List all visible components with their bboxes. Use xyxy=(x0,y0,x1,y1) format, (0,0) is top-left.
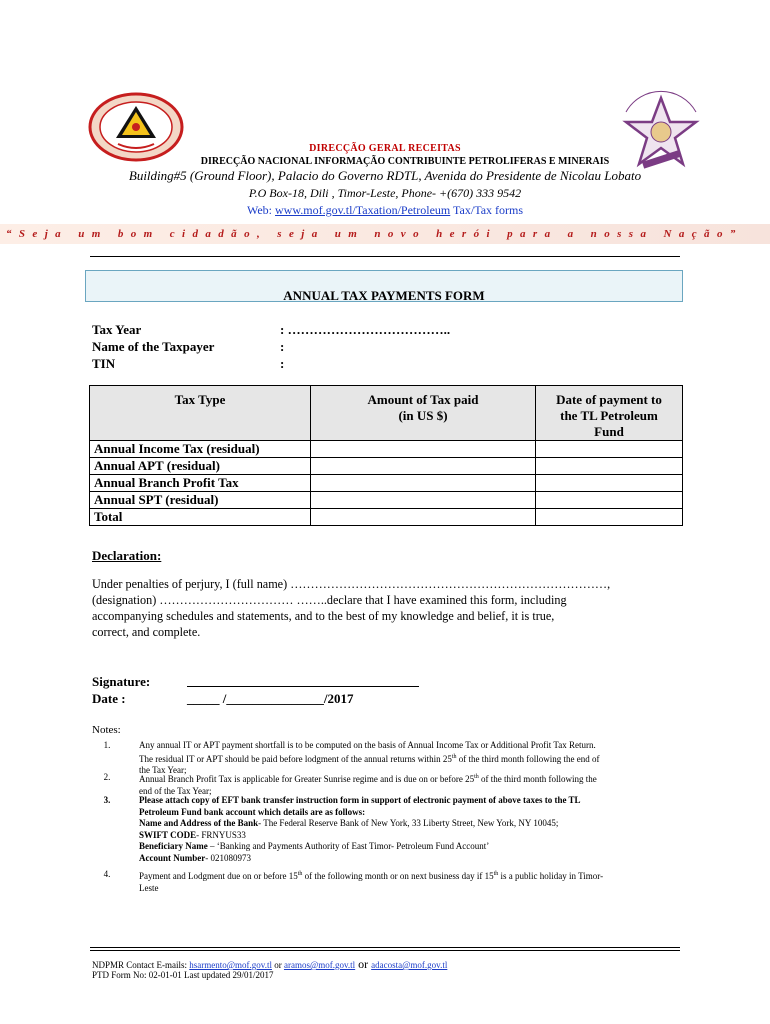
note-3: 3. Please attach copy of EFT bank transfer instruction form in support of electronic payment of above taxes to the TL Petroleum Fund bank account which details are as follows: Name and Address of the Bank- The Federal Reserve Bank of New York, 33 Liberty Street, New York, NY 10045; SWIFT CODE- FRNYUS33 Beneficiary Name – ‘Banking and Payments Authority of East Timor- Petroleum Fund Account’ Account Number- 021080973 xyxy=(103,795,581,863)
date-cell[interactable] xyxy=(536,509,683,526)
signature-line[interactable] xyxy=(187,686,419,687)
tin-field[interactable]: : xyxy=(280,356,285,371)
footer-divider xyxy=(90,947,680,951)
date-cell[interactable] xyxy=(536,458,683,475)
taxpayer-name-label: Name of the Taxpayer xyxy=(92,339,215,354)
date-cell[interactable] xyxy=(536,441,683,458)
declaration-text: Under penalties of perjury, I (full name) ……………………………………………………………………, (designation) …………………………… ……..declare that I have examined this form, including accompanying schedules and statements, and to the best of my knowledge and belief, it is true, correct, and complete. xyxy=(92,577,611,639)
row-label: Annual APT (residual) xyxy=(90,458,311,475)
note-1: 1. Any annual IT or APT payment shortfall is to be computed on the basis of Annual Income Tax or Additional Profit Tax Return. The residual IT or APT should be paid before lodgment of the annual returns within 25th of the third month following the end of the Tax Year; xyxy=(103,740,600,775)
tin-label: TIN xyxy=(92,356,116,371)
date-cell[interactable] xyxy=(536,475,683,492)
notes-heading: Notes: xyxy=(92,724,121,736)
table-header-row xyxy=(90,386,683,441)
table-row-total xyxy=(90,509,683,526)
amount-cell[interactable] xyxy=(311,509,536,526)
table-row xyxy=(90,475,683,492)
header-divider xyxy=(90,256,680,257)
form-number: PTD Form No: 02-01-01 Last updated 29/01/2017 xyxy=(92,970,274,980)
email-link-adacosta[interactable]: adacosta@mof.gov.tl xyxy=(371,960,448,970)
motto-banner: “Seja um bom cidadão, seja um novo herói para a nossa Nação” xyxy=(0,224,770,244)
email-link-aramos[interactable]: aramos@mof.gov.tl xyxy=(283,960,356,970)
web-line: Web: www.mof.gov.tl/Taxation/Petroleum Tax/Tax forms xyxy=(246,203,524,217)
directorate-title: DIRECÇÃO GERAL RECEITAS xyxy=(309,143,461,154)
row-label: Total xyxy=(90,509,311,526)
row-label: Annual Income Tax (residual) xyxy=(90,441,311,458)
note-2: 2. Annual Branch Profit Tax is applicable for Greater Sunrise regime and is due on or before 25th of the third month following the end of the Tax Year; xyxy=(103,772,597,796)
tax-payments-table xyxy=(89,385,683,526)
table-row xyxy=(90,492,683,509)
note-4: 4. Payment and Lodgment due on or before 15th of the following month or on next business day if 15th is a public holiday in Timor- Leste xyxy=(103,869,604,893)
amount-cell[interactable] xyxy=(311,458,536,475)
directorate-subtitle: DIRECÇÃO NACIONAL INFORMAÇÃO CONTRIBUINTE PETROLIFERAS E MINERAIS xyxy=(200,156,610,167)
address-line: Building#5 (Ground Floor), Palacio do Governo RDTL, Avenida do Presidente de Nicolau Lobato xyxy=(128,168,642,183)
email-link-hsarmento[interactable]: hsarmento@mof.gov.tl xyxy=(189,960,272,970)
signature-label: Signature: xyxy=(92,674,151,689)
header-amount: Amount of Tax paid (in US $) xyxy=(311,386,536,441)
table-row xyxy=(90,458,683,475)
table-row xyxy=(90,441,683,458)
web-link[interactable]: www.mof.gov.tl/Taxation/Petroleum xyxy=(275,203,451,217)
pobox-phone-line: P.O Box-18, Dili , Timor-Leste, Phone- +(670) 333 9542 xyxy=(248,186,522,200)
amount-cell[interactable] xyxy=(311,441,536,458)
tax-year-label: Tax Year xyxy=(92,322,142,337)
date-field[interactable]: _____ /_______________/2017 xyxy=(187,691,354,706)
row-label: Annual Branch Profit Tax xyxy=(90,475,311,492)
date-cell[interactable] xyxy=(536,492,683,509)
date-label: Date : xyxy=(92,691,126,706)
footer-contacts: NDPMR Contact E-mails: hsarmento@mof.gov.tl or aramos@mof.gov.tl or adacosta@mof.gov.tl xyxy=(92,957,448,971)
declaration-heading: Declaration: xyxy=(92,548,162,563)
amount-cell[interactable] xyxy=(311,492,536,509)
row-label: Annual SPT (residual) xyxy=(90,492,311,509)
header-date: Date of payment to the TL Petroleum Fund xyxy=(536,386,683,441)
form-title: ANNUAL TAX PAYMENTS FORM xyxy=(283,288,485,303)
amount-cell[interactable] xyxy=(311,475,536,492)
header-tax-type: Tax Type xyxy=(90,386,311,441)
tax-year-field[interactable]: : ……………………………….. xyxy=(280,322,451,337)
taxpayer-name-field[interactable]: : xyxy=(280,339,285,354)
